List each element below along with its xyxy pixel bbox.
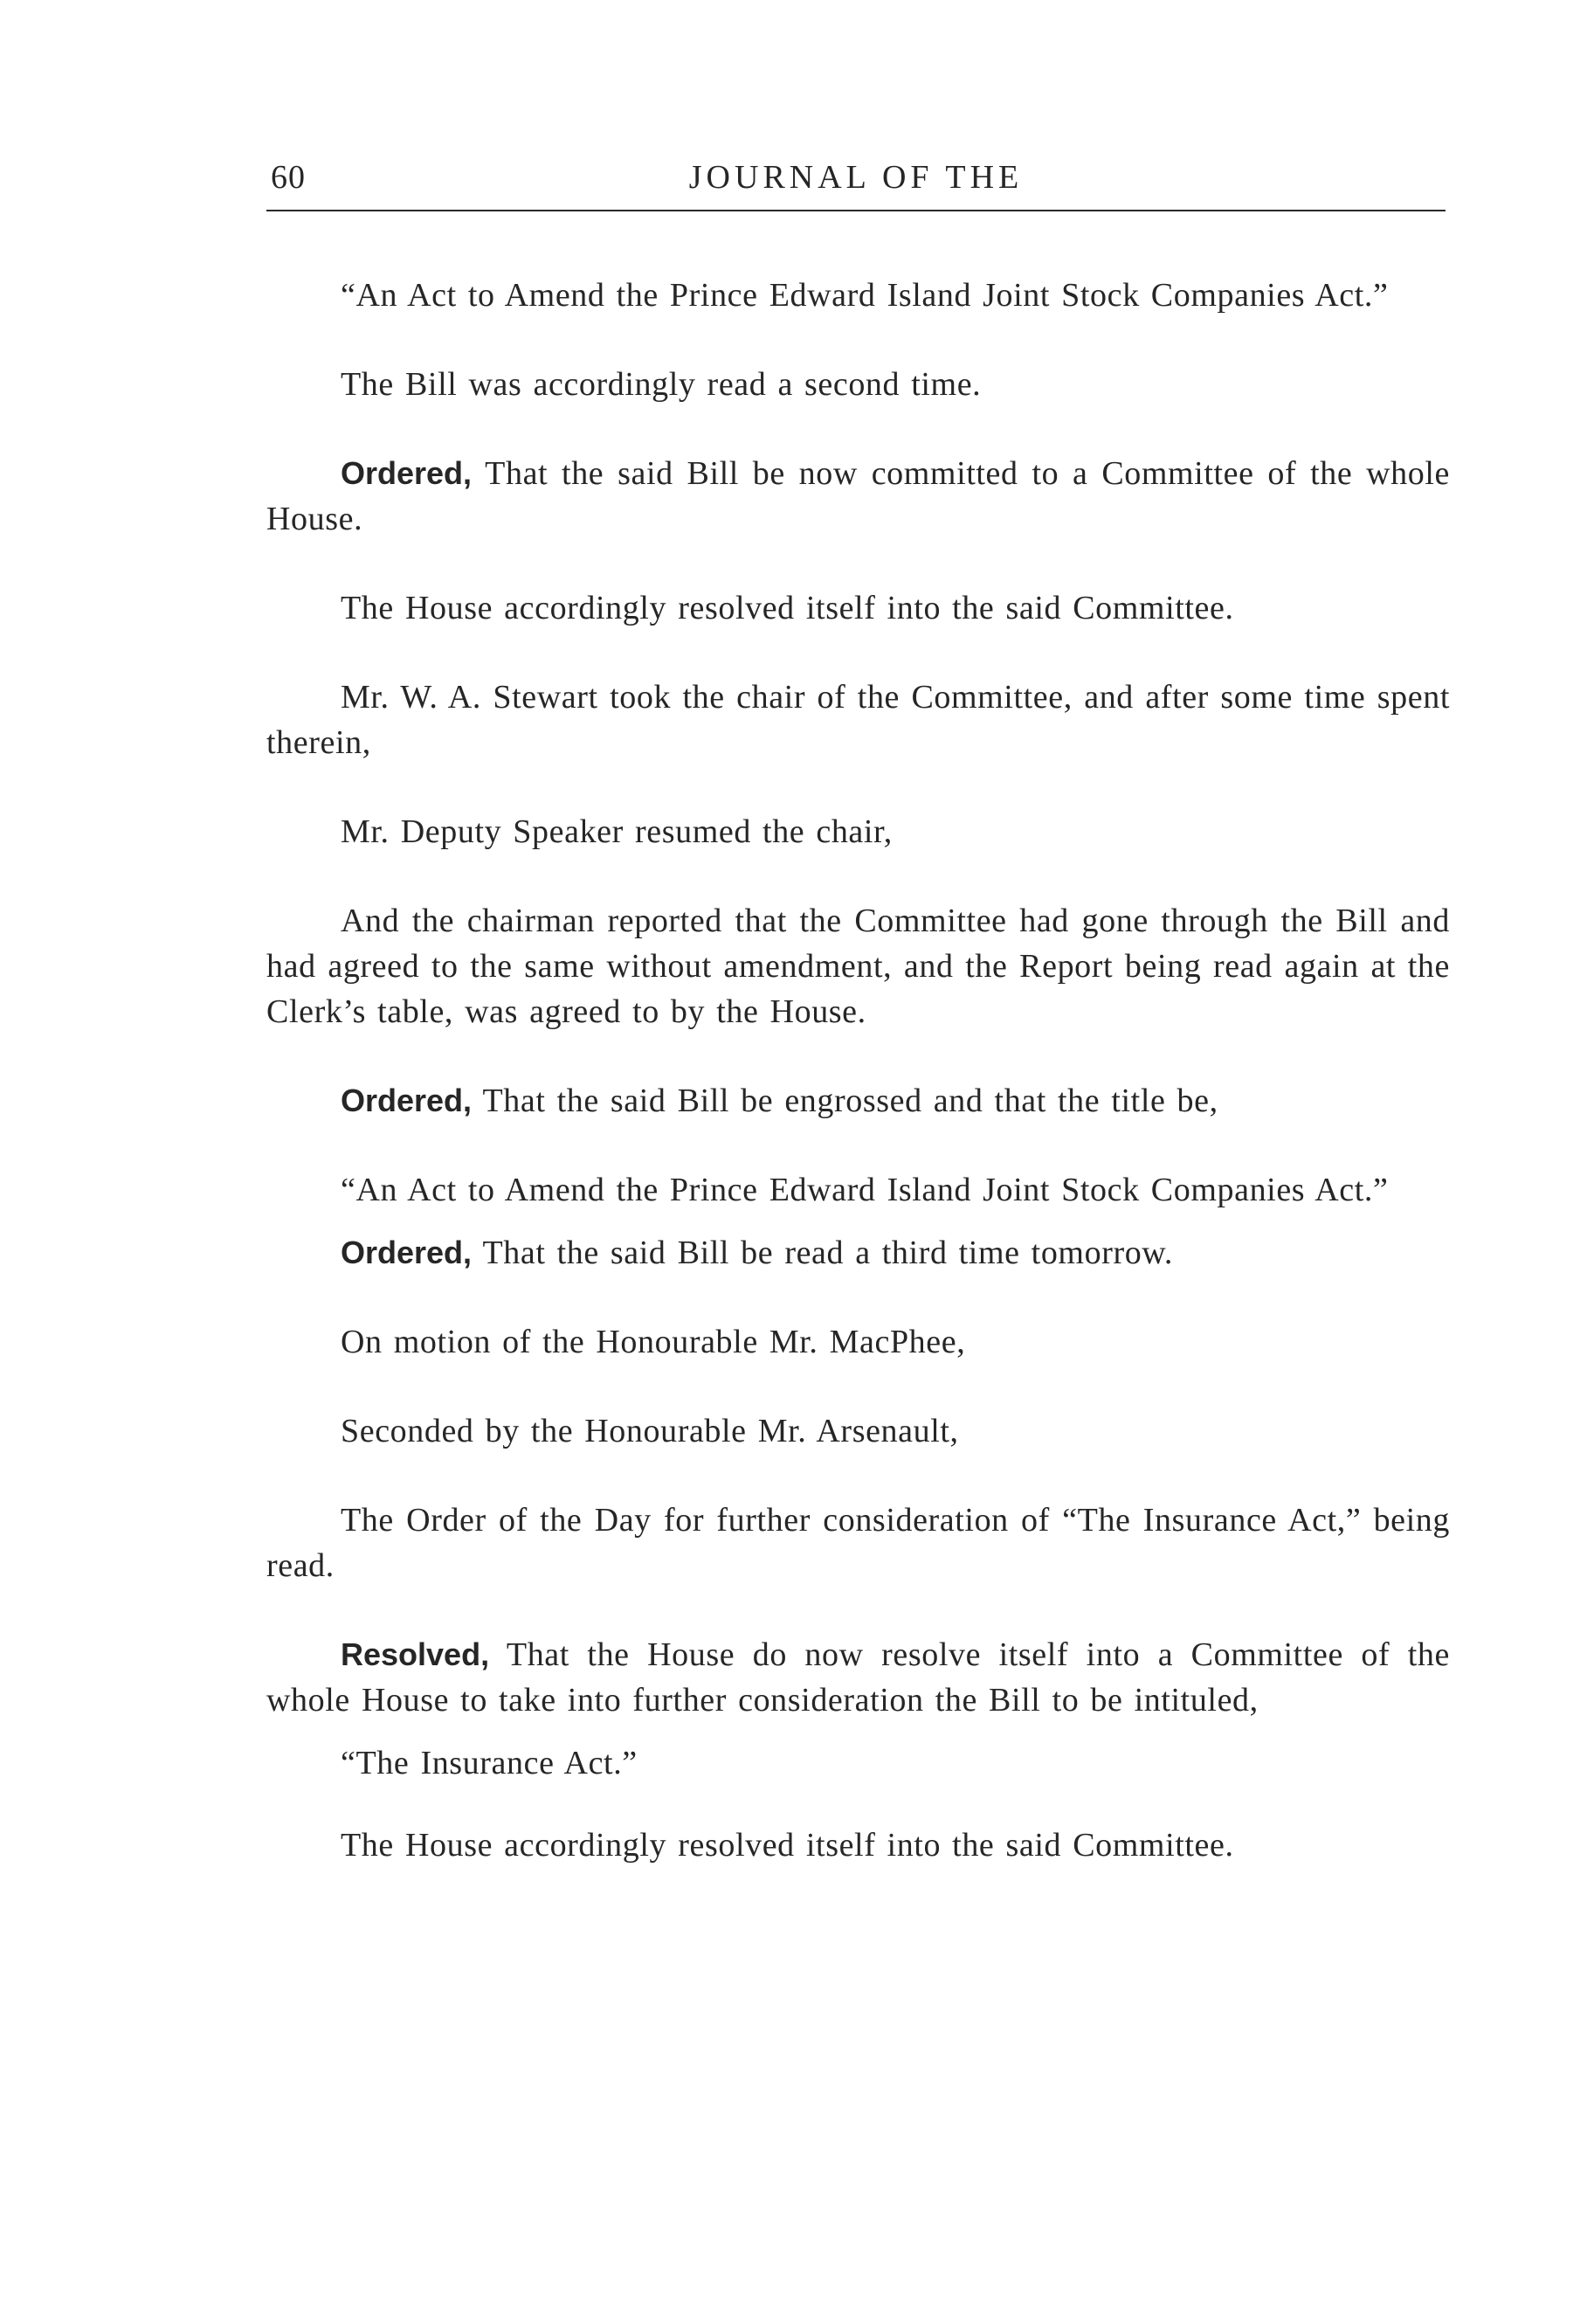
paragraph-text: The House accordingly resolved itself into the said Committee. (341, 1827, 1234, 1864)
paragraph-house-resolved (266, 1823, 1450, 1868)
paragraph-ordered-third-reading (266, 1230, 1450, 1276)
paragraph-text: “The Insurance Act.” (341, 1745, 638, 1781)
paragraph-insurance-act-title (266, 1740, 1450, 1786)
paragraph-text: “An Act to Amend the Prince Edward Island Joint Stock Companies Act.” (341, 1172, 1389, 1208)
page-number: 60 (271, 159, 306, 196)
paragraph-lead: Resolved, (341, 1636, 490, 1672)
paragraph-lead: Ordered, (341, 455, 473, 491)
paragraph-chairman-report (266, 898, 1450, 1034)
paragraph-bill-title (266, 273, 1450, 318)
paragraph-order-of-day (266, 1497, 1450, 1588)
paragraph-chair-taken (266, 674, 1450, 765)
paragraph-text: Seconded by the Honourable Mr. Arsenault, (341, 1413, 959, 1449)
paragraph-speaker-resumed (266, 809, 1450, 854)
paragraph-text: That the said Bill be engrossed and that the title be, (472, 1082, 1218, 1119)
paragraph-text: Mr. W. A. Stewart took the chair of the Committee, and after some time spent therein, (266, 679, 1450, 761)
paragraph-text: “An Act to Amend the Prince Edward Island Joint Stock Companies Act.” (341, 277, 1389, 314)
paragraph-lead: Ordered, (341, 1082, 473, 1118)
paragraph-text: That the said Bill be now committed to a Committee of the whole House. (266, 455, 1450, 537)
paragraph-text: And the chairman reported that the Committee had gone through the Bill and had agreed to the same without amendment, and the Report being read again at the Clerk’s table, was agreed to by the House. (266, 903, 1450, 1030)
paragraph-ordered-engrossed (266, 1078, 1450, 1124)
paragraph-second-reading (266, 362, 1450, 407)
paragraph-ordered-committed (266, 451, 1450, 542)
paragraph-text: The Bill was accordingly read a second time. (341, 366, 982, 403)
paragraph-text: The House accordingly resolved itself into the said Committee. (341, 590, 1234, 626)
paragraph-text: The Order of the Day for further consideration of “The Insurance Act,” being read. (266, 1502, 1450, 1584)
page-header (266, 156, 1446, 199)
paragraph-text: On motion of the Honourable Mr. MacPhee, (341, 1324, 966, 1360)
paragraph-house-resolved (266, 585, 1450, 631)
paragraph-lead: Ordered, (341, 1235, 473, 1270)
header-rule (266, 210, 1446, 211)
paragraph-motion (266, 1319, 1450, 1365)
paragraph-text: Mr. Deputy Speaker resumed the chair, (341, 813, 893, 850)
paragraph-seconded (266, 1408, 1450, 1454)
paragraph-text: That the House do now resolve itself into a Committee of the whole House to take into further consideration the Bill to be intituled, (266, 1636, 1450, 1719)
running-head: JOURNAL OF THE (688, 159, 1024, 196)
paragraph-resolved (266, 1632, 1450, 1723)
paragraph-text: That the said Bill be read a third time tomorrow. (472, 1235, 1173, 1271)
paragraph-bill-title (266, 1167, 1450, 1213)
journal-body (266, 273, 1450, 1868)
